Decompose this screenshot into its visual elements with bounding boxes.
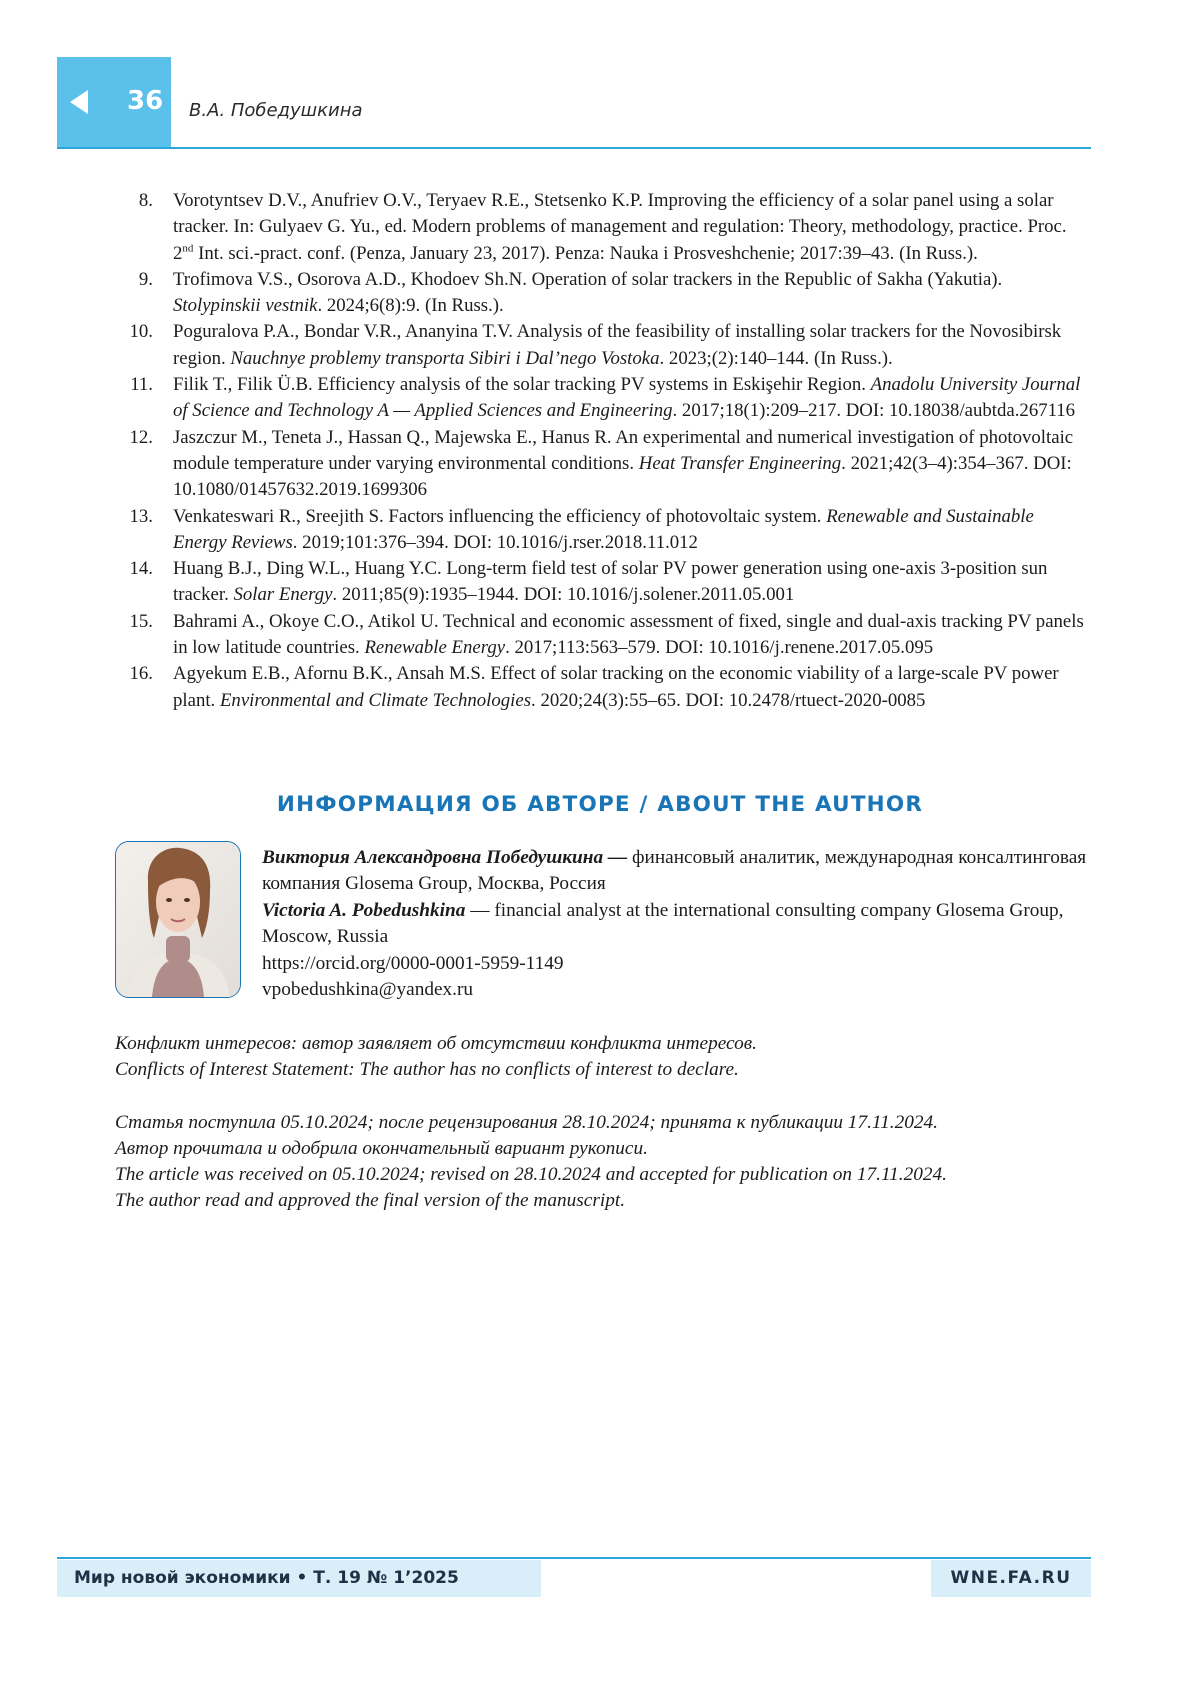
- author-desc-en: — financial analyst at the international consulting company Glosema Group, Moscow, Russia: [262, 899, 1064, 948]
- reference-item: [123, 425, 1091, 504]
- reference-segment: Int. sci.-pract. conf. (Penza, January 23, 2017). Penza: Nauka i Prosveshchenie; 2017:39–43. (In Russ.).: [193, 242, 978, 264]
- reference-segment: . 2020;24(3):55–65. DOI: 10.2478/rtuect-2020-0085: [531, 689, 926, 711]
- approval-en: The author read and approved the final version of the manuscript.: [115, 1190, 626, 1212]
- reference-segment: . 2019;101:376–394. DOI: 10.1016/j.rser.2018.11.012: [292, 531, 698, 553]
- reference-segment: . 2024;6(8):9. (In Russ.).: [317, 295, 504, 317]
- reference-number: 13.: [129, 505, 153, 527]
- reference-text: [173, 506, 1034, 553]
- author-name-en: Victoria A. Pobedushkina: [262, 899, 466, 921]
- author-portrait-image: [116, 842, 240, 997]
- author-ru: [262, 845, 1092, 898]
- header-divider: [57, 147, 1091, 149]
- reference-source: Solar Energy: [233, 584, 333, 606]
- reference-segment: Jaszczur M., Teneta J., Hassan Q., Majewska E., Hanus R. An experimental and numerical investigation of photovoltaic module temperature under varying environmental conditions.: [173, 426, 1074, 474]
- reference-source: Environmental and Climate Technologies: [219, 689, 532, 711]
- reference-segment: Trofimova V.S., Osorova A.D., Khodoev Sh.N. Operation of solar trackers in the Republic of Sakha (Yakutia).: [173, 268, 1003, 290]
- reference-text: [173, 321, 1061, 368]
- author-desc-ru: финансовый аналитик, международная консалтинговая компания Glosema Group, Москва, Россия: [262, 847, 1087, 895]
- reference-item: [123, 661, 1091, 714]
- reference-segment: Bahrami A., Okoye C.O., Atikol U. Technical and economic assessment of fixed, single and dual-axis tracking PV panels in low latitude countries.: [173, 610, 1084, 659]
- reference-text: [173, 427, 1073, 501]
- reference-segment: . 2021;42(3–4):354–367. DOI: 10.1080/01457632.2019.1699306: [173, 452, 1072, 501]
- reference-item: [123, 556, 1091, 609]
- back-arrow-icon: [70, 90, 88, 114]
- reference-number: 9.: [138, 268, 153, 290]
- reference-segment: Venkateswari R., Sreejith S. Factors influencing the efficiency of photovoltaic system.: [173, 505, 827, 527]
- author-section-title: ИНФОРМАЦИЯ ОБ АВТОРЕ / ABOUT THE AUTHOR: [276, 792, 924, 817]
- reference-list: [123, 188, 1091, 714]
- reference-source: Renewable Energy: [364, 637, 506, 659]
- reference-segment: . 2017;113:563–579. DOI: 10.1016/j.renene.2017.05.095: [505, 637, 934, 659]
- author-photo: [115, 841, 241, 998]
- journal-issue: Мир новой экономики • Т. 19 № 1’2025: [57, 1560, 541, 1597]
- author-orcid[interactable]: https://orcid.org/0000-0001-5959-1149: [262, 952, 564, 974]
- reference-number: 10.: [129, 321, 153, 343]
- reference-item: [123, 609, 1091, 662]
- reference-text: [173, 611, 1084, 658]
- reference-source: Stolypinskii vestnik: [173, 295, 318, 317]
- reference-source: Nauchnye problemy transporta Sibiri i Dal’nego Vostoka: [230, 347, 660, 369]
- reference-segment: Agyekum E.B., Afornu B.K., Ansah M.S. Effect of solar tracking on the economic viability of a large-scale PV power plant.: [173, 663, 1059, 711]
- reference-number: 11.: [130, 374, 153, 396]
- reference-item: [123, 267, 1091, 320]
- reference-number: 14.: [129, 558, 153, 580]
- reference-source: Heat Transfer Engineering: [638, 452, 842, 474]
- approval-ru: Автор прочитала и одобрила окончательный вариант рукописи.: [115, 1137, 648, 1159]
- reference-text: [173, 374, 1080, 421]
- article-dates-en: The article was received on 05.10.2024; revised on 28.10.2024 and accepted for publication on 17.11.2024.: [115, 1164, 947, 1186]
- reference-item: [123, 372, 1091, 425]
- reference-item: [123, 188, 1091, 267]
- reference-number: 16.: [129, 663, 153, 685]
- author-info: [262, 845, 1092, 1003]
- reference-item: [123, 319, 1091, 372]
- reference-text: [173, 269, 1002, 316]
- reference-number: 12.: [129, 426, 153, 448]
- page-number: 36: [127, 86, 164, 116]
- reference-number: 15.: [129, 610, 153, 632]
- journal-website[interactable]: WNE.FA.RU: [931, 1560, 1091, 1597]
- reference-source: Renewable and Sustainable Energy Reviews: [173, 505, 1034, 553]
- reference-text: [173, 558, 1047, 605]
- footer-divider: [57, 1557, 1091, 1559]
- reference-segment: Vorotyntsev D.V., Anufriev O.V., Teryaev R.E., Stetsenko K.P. Improving the efficiency of a solar panel using a solar tracker. In: Gulyaev G. Yu., ed. Modern problems of management and regulation: Theory, methodology, practice. Proc. 2: [173, 190, 1067, 264]
- reference-segment: . 2023;(2):140–144. (In Russ.).: [659, 347, 893, 369]
- conflict-statement-ru: Конфликт интересов: автор заявляет об отсутствии конфликта интересов.: [115, 1033, 757, 1054]
- author-name-ru: Виктория Александровна Победушкина —: [262, 847, 628, 868]
- reference-source: Anadolu University Journal of Science and Technology A — Applied Sciences and Engineering: [173, 374, 1081, 422]
- reference-segment: . 2011;85(9):1935–1944. DOI: 10.1016/j.solener.2011.05.001: [332, 584, 795, 606]
- running-head: В.А. Победушкина: [189, 100, 363, 121]
- reference-segment: nd: [182, 242, 194, 255]
- author-email[interactable]: vpobedushkina@yandex.ru: [262, 979, 474, 1001]
- reference-text: [173, 190, 1067, 264]
- article-notes: [115, 1031, 1095, 1215]
- page-number-tab: [57, 57, 171, 147]
- reference-number: 8.: [138, 190, 153, 211]
- article-dates-ru: Статья поступила 05.10.2024; после рецензирования 28.10.2024; принята к публикации 17.11.2024.: [115, 1111, 938, 1133]
- reference-segment: Filik T., Filik Ü.B. Efficiency analysis of the solar tracking PV systems in Eskişehir Region.: [173, 374, 871, 396]
- reference-segment: Poguralova P.A., Bondar V.R., Ananyina T.V. Analysis of the feasibility of installing solar trackers for the Novosibirsk region.: [173, 321, 1062, 369]
- reference-text: [173, 663, 1059, 710]
- conflict-statement-en: Conflicts of Interest Statement: The author has no conflicts of interest to declare.: [115, 1059, 739, 1081]
- reference-segment: . 2017;18(1):209–217. DOI: 10.18038/aubtda.267116: [672, 400, 1076, 422]
- author-en: [262, 898, 1092, 951]
- reference-item: [123, 504, 1091, 557]
- reference-segment: Huang B.J., Ding W.L., Huang Y.C. Long-term field test of solar PV power generation using one-axis 3-position sun tracker.: [173, 558, 1048, 606]
